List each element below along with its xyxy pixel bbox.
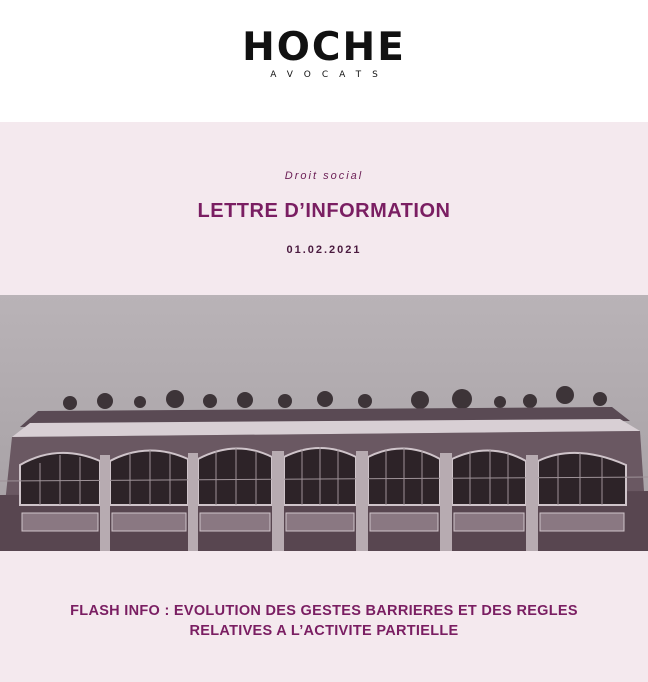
headline-line-1: FLASH INFO : EVOLUTION DES GESTES BARRIERES ET DES REGLES <box>70 603 578 619</box>
issue-date: 01.02.2021 <box>286 244 362 256</box>
headline-band <box>0 551 648 682</box>
logo-subtitle: AVOCATS <box>270 70 389 80</box>
category-label: Droit social <box>284 170 364 182</box>
building-facade-photo <box>0 295 648 551</box>
headline-line-2: RELATIVES A L’ACTIVITE PARTIELLE <box>189 623 459 639</box>
header-band <box>0 122 648 295</box>
newsletter-title: LETTRE D’INFORMATION <box>197 200 451 222</box>
brand-logo <box>0 25 648 80</box>
logo-wordmark: HOCHE <box>242 25 406 70</box>
flash-headline <box>0 601 648 641</box>
